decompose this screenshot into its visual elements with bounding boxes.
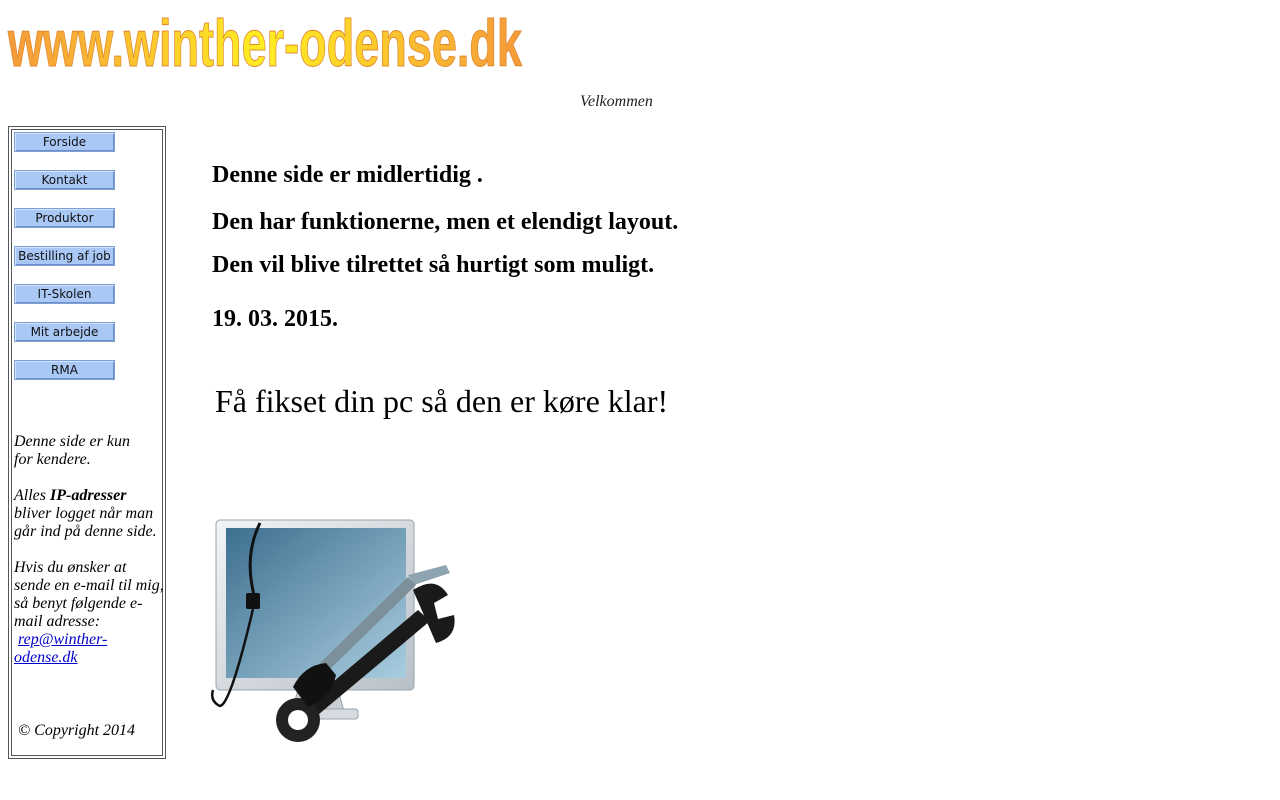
ip-notice bbox=[14, 487, 166, 541]
ip-bold: IP-adresser bbox=[50, 487, 127, 504]
tagline: Få fikset din pc så den er køre klar! bbox=[215, 383, 669, 419]
nav-mit-arbejde-button[interactable]: Mit arbejde bbox=[14, 322, 115, 342]
notice-heading-2: Den har funktionerne, men et elendigt layout. bbox=[212, 209, 679, 235]
nav-rma-button[interactable]: RMA bbox=[14, 360, 115, 380]
sidebar bbox=[8, 126, 166, 759]
sidebar-inner bbox=[11, 129, 163, 756]
logo-text: www.winther-odense.dk bbox=[7, 6, 523, 80]
nav-bestilling-button[interactable]: Bestilling af job bbox=[14, 246, 115, 266]
nav-forside-button[interactable]: Forside bbox=[14, 132, 115, 152]
copyright-text: © Copyright 2014 bbox=[18, 722, 136, 739]
welcome-marquee bbox=[580, 93, 653, 113]
email-intro: Hvis du ønsker at sende en e-mail til mig, så benyt følgende e-mail adresse: bbox=[14, 559, 164, 630]
notice-line-2: for kendere. bbox=[14, 451, 91, 468]
email-paragraph bbox=[14, 559, 166, 667]
site-logo bbox=[6, 4, 526, 80]
sidebar-notice bbox=[14, 433, 166, 685]
ip-prefix: Alles bbox=[14, 487, 50, 504]
ip-suffix: bliver logget når man går ind på denne side. bbox=[14, 505, 157, 540]
email-link[interactable]: rep@winther-odense.dk bbox=[14, 631, 108, 666]
welcome-text: Velkommen bbox=[580, 93, 653, 110]
date-heading: 19. 03. 2015. bbox=[212, 306, 338, 332]
notice-line-1: Denne side er kun bbox=[14, 433, 130, 450]
nav-produktor-button[interactable]: Produktor bbox=[14, 208, 115, 228]
notice-heading-1: Denne side er midlertidig . bbox=[212, 162, 483, 188]
notice-heading-3: Den vil blive tilrettet så hurtigt som muligt. bbox=[212, 252, 655, 278]
monitor-tools-icon bbox=[208, 515, 458, 730]
nav-it-skolen-button[interactable]: IT-Skolen bbox=[14, 284, 115, 304]
nav-kontakt-button[interactable]: Kontakt bbox=[14, 170, 115, 190]
